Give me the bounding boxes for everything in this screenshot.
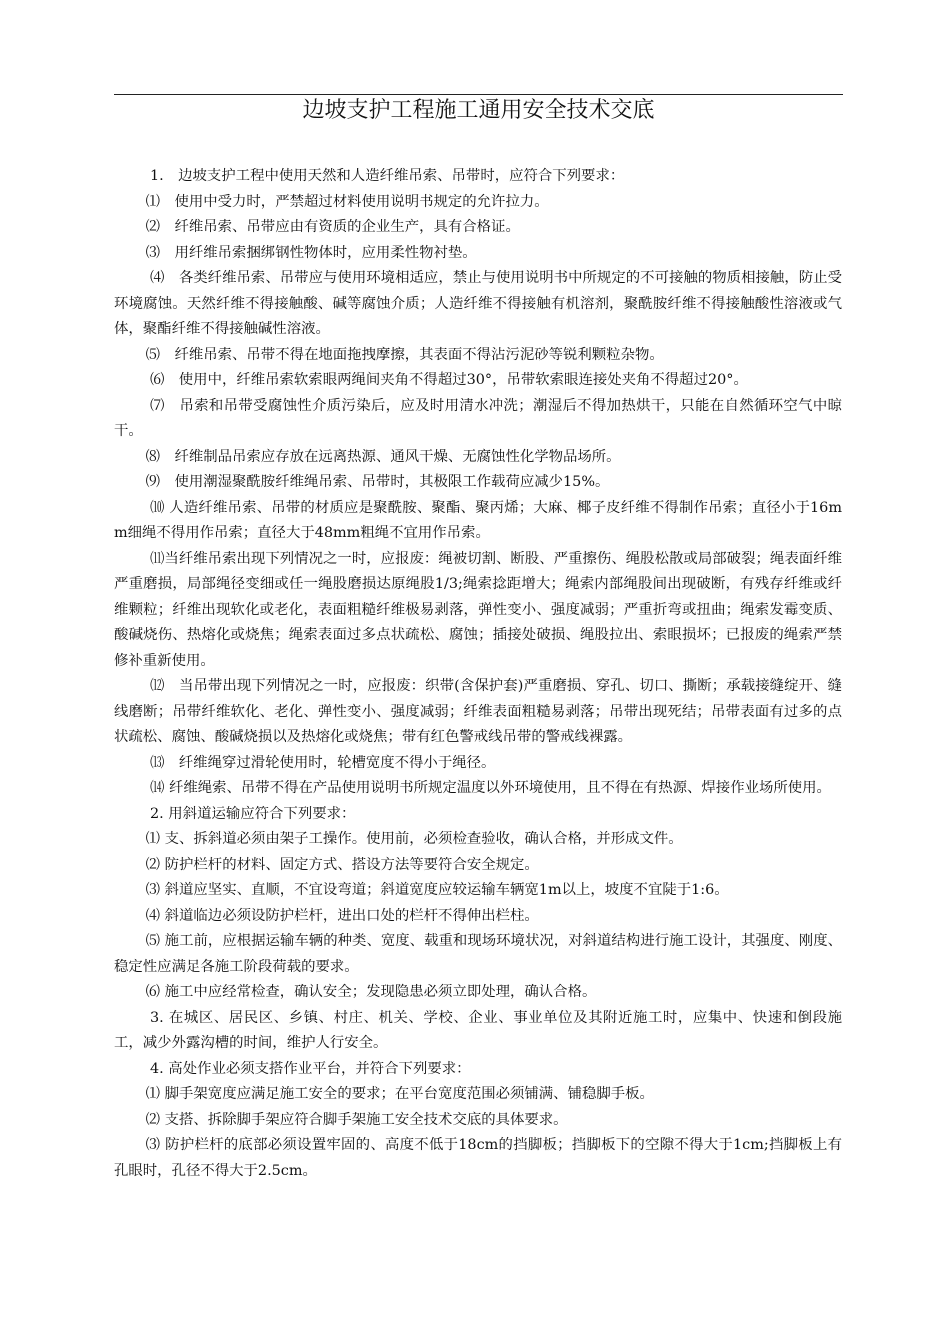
paragraph: ⑴ 使用中受力时，严禁超过材料使用说明书规定的允许拉力。 [145,193,549,210]
paragraph: ⑵ 纤维吊索、吊带应由有资质的企业生产，具有合格证。 [145,219,520,235]
paragraph: 3. 在城区、居民区、乡镇、村庄、机关、学校、企业、事业单位及其附近施工时，应集中、快速和倒段施工，减少外露沟槽的时间，维护人行安全。 [114,1009,842,1051]
paragraph: ⑿ 当吊带出现下列情况之一时，应报废：织带(含保护套)严重磨损、穿孔、切口、撕断；承载接缝绽开、缝线磨断；吊带纤维软化、老化、弹性变小、强度减弱；纤维表面粗糙易剥落；吊带出现死结；吊带表面有过多的点状疏松、腐蚀、酸碱烧损以及热熔化或烧焦；带有红色警戒线吊带的警戒线裸露。 [114,678,842,745]
paragraph: 4. 高处作业必须支搭作业平台，并符合下列要求： [150,1060,471,1077]
paragraph: ⑼ 使用潮湿聚酰胺纤维绳吊索、吊带时，其极限工作载荷应减少15%。 [145,474,610,490]
paragraph: ⑹ 施工中应经常检查，确认安全；发现隐患必须立即处理，确认合格。 [145,984,597,1000]
paragraph: ⑽ 人造纤维吊索、吊带的材质应是聚酰胺、聚酯、聚丙烯；大麻、椰子皮纤维不得制作吊索；直径小于16mm细绳不得用作吊索；直径大于48mm粗绳不宜用作吊索。 [114,499,842,541]
paragraph: ⑸ 施工前，应根据运输车辆的种类、宽度、载重和现场环境状况，对斜道结构进行施工设计，其强度、刚度、稳定性应满足各施工阶段荷载的要求。 [114,933,842,975]
paragraph: ⑴ 脚手架宽度应满足施工安全的要求；在平台宽度范围必须铺满、铺稳脚手板。 [145,1086,654,1102]
paragraph: ⒀ 纤维绳穿过滑轮使用时，轮槽宽度不得小于绳径。 [150,754,496,771]
paragraph: ⑷ 各类纤维吊索、吊带应与使用环境相适应，禁止与使用说明书中所规定的不可接触的物质相接触，防止受环境腐蚀。天然纤维不得接触酸、碱等腐蚀介质；人造纤维不得接触有机溶剂，聚酰胺纤维不得接触酸性溶液或气体，聚酯纤维不得接触碱性溶液。 [114,270,842,337]
paragraph: ⑶ 用纤维吊索捆绑钢性物体时，应用柔性物衬垫。 [145,244,477,261]
paragraph: 2. 用斜道运输应符合下列要求： [150,805,356,822]
document-body [114,164,842,1184]
paragraph: ⑵ 防护栏杆的材料、固定方式、搭设方法等要符合安全规定。 [145,856,539,873]
paragraph: ⑶ 防护栏杆的底部必须设置牢固的、高度不低于18cm的挡脚板；挡脚板下的空隙不得大于1cm;挡脚板上有孔眼时，孔径不得大于2.5cm。 [114,1137,842,1179]
paragraph: ⑷ 斜道临边必须设防护栏杆，进出口处的栏杆不得伸出栏柱。 [145,907,539,924]
paragraph: ⑺ 吊索和吊带受腐蚀性介质污染后，应及时用清水冲洗；潮湿后不得加热烘干，只能在自然循环空气中晾干。 [114,397,842,439]
document-title: 边坡支护工程施工通用安全技术交底 [302,98,655,123]
paragraph: ⒁ 纤维绳索、吊带不得在产品使用说明书所规定温度以外环境使用，且不得在有热源、焊接作业场所使用。 [150,780,831,796]
paragraph: ⑻ 纤维制品吊索应存放在远离热源、通风干燥、无腐蚀性化学物品场所。 [145,448,621,465]
paragraph: ⑸ 纤维吊索、吊带不得在地面拖拽摩擦，其表面不得沾污泥砂等锐利颗粒杂物。 [145,346,664,363]
paragraph: ⑵ 支搭、拆除脚手架应符合脚手架施工安全技术交底的具体要求。 [145,1111,568,1128]
paragraph: ⑹ 使用中，纤维吊索软索眼两绳间夹角不得超过30°，吊带软索眼连接处夹角不得超过20°。 [150,372,748,388]
paragraph: 1. 边坡支护工程中使用天然和人造纤维吊索、吊带时，应符合下列要求： [150,168,625,184]
header-rule [114,94,843,95]
paragraph: ⑴ 支、拆斜道必须由架子工操作。使用前，必须检查验收，确认合格，并形成文件。 [145,831,683,847]
paragraph: ⑾当纤维吊索出现下列情况之一时，应报废：绳被切割、断股、严重擦伤、绳股松散或局部破裂；绳表面纤维严重磨损，局部绳径变细或任一绳股磨损达原绳股1/3;绳索捻距增大；绳索内部绳股间出现破断，有残存纤维或纤维颗粒；纤维出现软化或老化，表面粗糙纤维极易剥落，弹性变小、强度减弱；严重折弯或扭曲；绳索发霉变质、酸碱烧伤、热熔化或烧焦；绳索表面过多点状疏松、腐蚀；插接处破损、绳股拉出、索眼损坏；已报废的绳索严禁修补重新使用。 [114,550,842,669]
paragraph: ⑶ 斜道应坚实、直顺，不宜设弯道；斜道宽度应较运输车辆宽1m以上，坡度不宜陡于1:6。 [145,882,729,898]
